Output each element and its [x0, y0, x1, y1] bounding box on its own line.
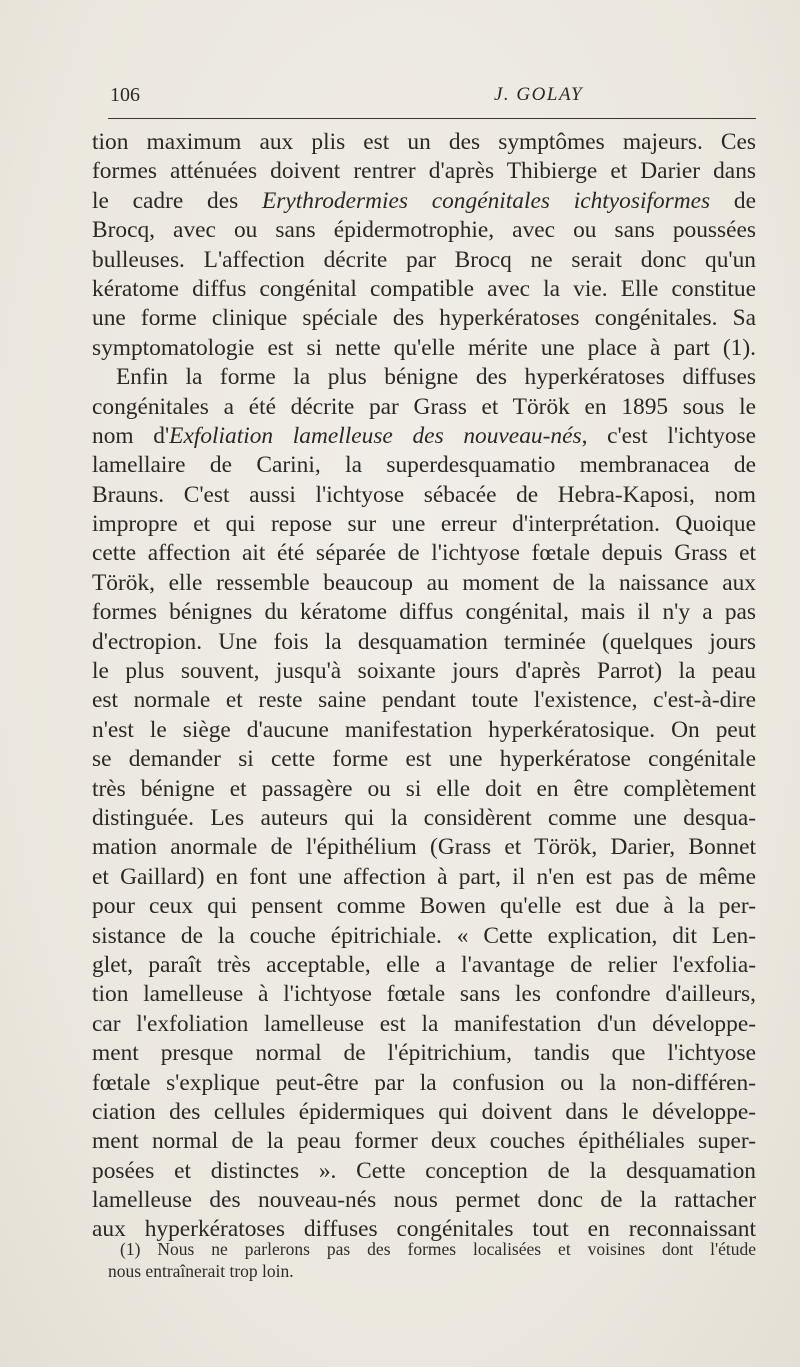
text-line: est normale et reste saine pendant toute l'existence, c'est-à-dire: [92, 687, 756, 714]
text-fragment: Exfoliation lamelleuse des nouveau-nés: [169, 422, 582, 449]
text-line: ciation des cellules épidermiques qui doivent dans le développe-: [92, 1098, 756, 1125]
text-line: et Gaillard) en font une affection à part, il n'en est pas de même: [92, 863, 756, 890]
text-line: impropre et qui repose sur une erreur d'interprétation. Quoique: [92, 511, 756, 538]
text-line: tion maximum aux plis est un des symptômes majeurs. Ces: [92, 129, 756, 155]
text-line: se demander si cette forme est une hyperkératose congénitale: [92, 746, 756, 773]
text-fragment: Erythrodermies congénitales ichtyosiformes: [262, 187, 711, 214]
page-number: 106: [110, 84, 140, 106]
footnote: [108, 1238, 756, 1282]
text-line: car l'exfoliation lamelleuse est la manifestation d'un développe-: [92, 1010, 756, 1037]
text-line: fœtale s'explique peut-être par la confusion ou la non-différen-: [92, 1069, 756, 1096]
text-line: tion lamelleuse à l'ichtyose fœtale sans les confondre d'ailleurs,: [92, 981, 756, 1008]
text-line: Enfin la forme la plus bénigne des hyperkératoses diffuses: [116, 364, 756, 391]
body-text: [92, 128, 756, 1245]
text-line: [92, 187, 756, 216]
text-line: glet, paraît très acceptable, elle a l'avantage de relier l'exfolia-: [92, 951, 756, 978]
text-fragment: , c'est l'ichtyose: [581, 422, 756, 449]
text-fragment: le cadre des: [92, 187, 262, 214]
text-line: congénitales a été décrite par Grass et Török en 1895 sous le: [92, 393, 756, 420]
text-line: formes bénignes du kératome diffus congénital, mais il n'y a pas: [92, 599, 756, 626]
text-line: lamellaire de Carini, la superdesquamatio membranacea de: [92, 452, 756, 479]
text-line: une forme clinique spéciale des hyperkératoses congénitales. Sa: [92, 305, 756, 332]
text-line: cette affection ait été séparée de l'ichtyose fœtale depuis Grass et: [92, 540, 756, 567]
text-line: lamelleuse des nouveau-nés nous permet donc de la rattacher: [92, 1187, 756, 1214]
text-line: sistance de la couche épitrichiale. « Cette explication, dit Len-: [92, 922, 756, 949]
text-line: le plus souvent, jusqu'à soixante jours d'après Parrot) la peau: [92, 658, 756, 685]
footnote-line: (1) Nous ne parlerons pas des formes localisées et voisines dont l'étude: [120, 1239, 756, 1259]
text-line: symptomatologie est si nette qu'elle mérite une place à part (1).: [92, 334, 756, 361]
text-fragment: nom d': [92, 422, 170, 449]
text-line: aux hyperkératoses diffuses congénitales tout en reconnaissant: [92, 1216, 756, 1243]
text-line: distinguée. Les auteurs qui la considèrent comme une desqua-: [92, 804, 756, 831]
text-fragment: de: [710, 187, 756, 214]
text-line: Brauns. C'est aussi l'ichtyose sébacée de Hebra-Kaposi, nom: [92, 481, 756, 508]
running-head: J. GOLAY: [494, 84, 584, 105]
text-line: ment presque normal de l'épitrichium, tandis que l'ichtyose: [92, 1040, 756, 1067]
header-rule: [108, 118, 756, 119]
text-line: Török, elle ressemble beaucoup au moment de la naissance aux: [92, 569, 756, 596]
text-line: mation anormale de l'épithélium (Grass et Török, Darier, Bonnet: [92, 834, 756, 861]
text-line: très bénigne et passagère ou si elle doit en être complètement: [92, 775, 756, 802]
text-line: formes atténuées doivent rentrer d'après Thibierge et Darier dans: [92, 158, 756, 185]
text-line: [92, 422, 756, 451]
text-line: n'est le siège d'aucune manifestation hyperkératosique. On peut: [92, 716, 756, 743]
text-line: kératome diffus congénital compatible avec la vie. Elle constitue: [92, 275, 756, 302]
footnote-line: nous entraînerait trop loin.: [108, 1261, 294, 1281]
text-line: posées et distinctes ». Cette conception de la desquamation: [92, 1157, 756, 1184]
text-line: pour ceux qui pensent comme Bowen qu'elle est due à la per-: [92, 893, 756, 920]
text-line: bulleuses. L'affection décrite par Brocq ne serait donc qu'un: [92, 246, 756, 273]
text-line: d'ectropion. Une fois la desquamation terminée (quelques jours: [92, 628, 756, 655]
text-line: ment normal de la peau former deux couches épithéliales super-: [92, 1128, 756, 1155]
page-header: [108, 84, 756, 114]
text-line: Brocq, avec ou sans épidermotrophie, avec ou sans poussées: [92, 217, 756, 244]
